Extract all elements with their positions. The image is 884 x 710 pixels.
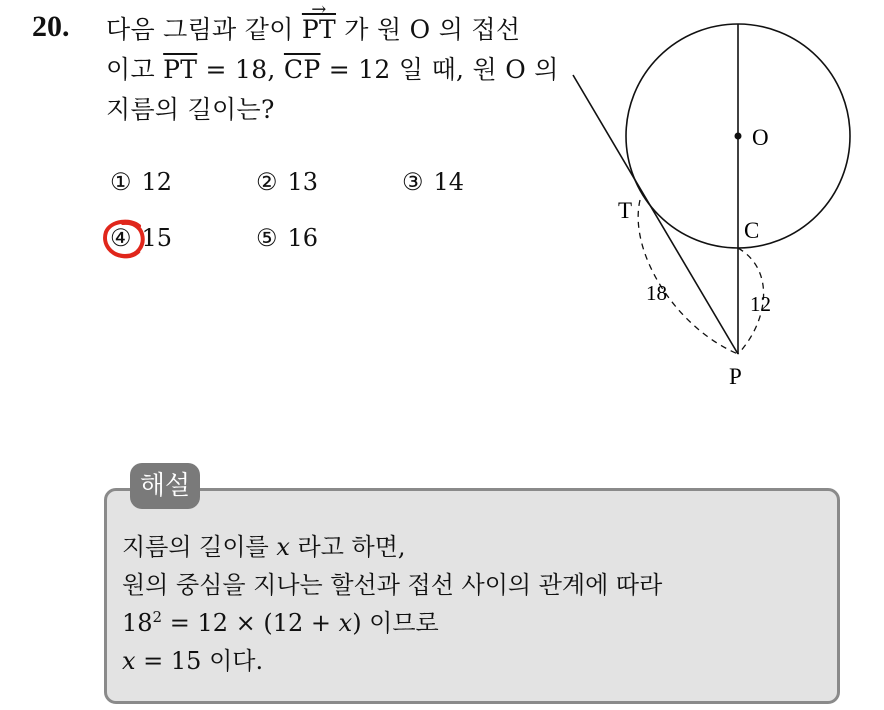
question-text: 다음 그림과 같이 [106, 15, 302, 44]
choice-symbol: ③ [402, 168, 424, 196]
segment-pt: $\overline{PT}$ [163, 55, 198, 84]
choice-value: 16 [287, 224, 319, 252]
solution-text: = 12 × (12 + [162, 609, 339, 637]
solution-badge: 해설 [130, 463, 200, 509]
tangent-line [573, 75, 738, 354]
label-c: C [744, 218, 760, 243]
question-text: = 12 일 때, 원 O 의 [320, 55, 559, 84]
question-text: = 18, [197, 55, 284, 84]
segment-cp: $\overline{CP}$ [283, 55, 321, 84]
exponent: 2 [152, 608, 163, 626]
vector-arrow: → [311, 0, 327, 20]
label-t: T [618, 198, 633, 223]
label-p: P [729, 364, 742, 389]
solution-line-3 [122, 603, 439, 638]
center-point [735, 133, 742, 140]
solution-line-1 [122, 527, 406, 562]
solution-text: 18 [122, 609, 153, 637]
solution-text: 지름의 길이를 [122, 533, 277, 561]
question-text: 이고 [106, 55, 164, 84]
choice-value: 14 [433, 168, 465, 196]
choice-value: 12 [141, 168, 173, 196]
question-text: 가 원 O 의 접선 [336, 15, 521, 44]
choice-symbol: ② [256, 168, 278, 196]
label-length-18: 18 [646, 281, 667, 305]
solution-text: 라고 하면, [289, 533, 406, 561]
question-number: 20. [32, 10, 70, 43]
choice-value: 13 [287, 168, 319, 196]
choice-symbol: ① [110, 168, 132, 196]
variable-x: x [338, 609, 353, 637]
solution-text: = 15 이다. [135, 647, 264, 675]
variable-x: x [122, 647, 136, 675]
label-o: O [752, 125, 769, 150]
solution-line-4 [122, 641, 263, 676]
choice-value: 15 [141, 224, 173, 252]
vector-pt-label: PT [301, 15, 337, 44]
brace-pt [638, 200, 738, 354]
solution-text: ) 이므로 [352, 609, 439, 637]
variable-x: x [276, 533, 290, 561]
choice-symbol: ④ [110, 224, 132, 252]
choice-symbol: ⑤ [256, 224, 278, 252]
question-line-3: 지름의 길이는? [106, 95, 275, 124]
solution-line-2: 원의 중심을 지나는 할선과 접선 사이의 관계에 따라 [122, 571, 663, 599]
label-length-12: 12 [750, 292, 771, 316]
